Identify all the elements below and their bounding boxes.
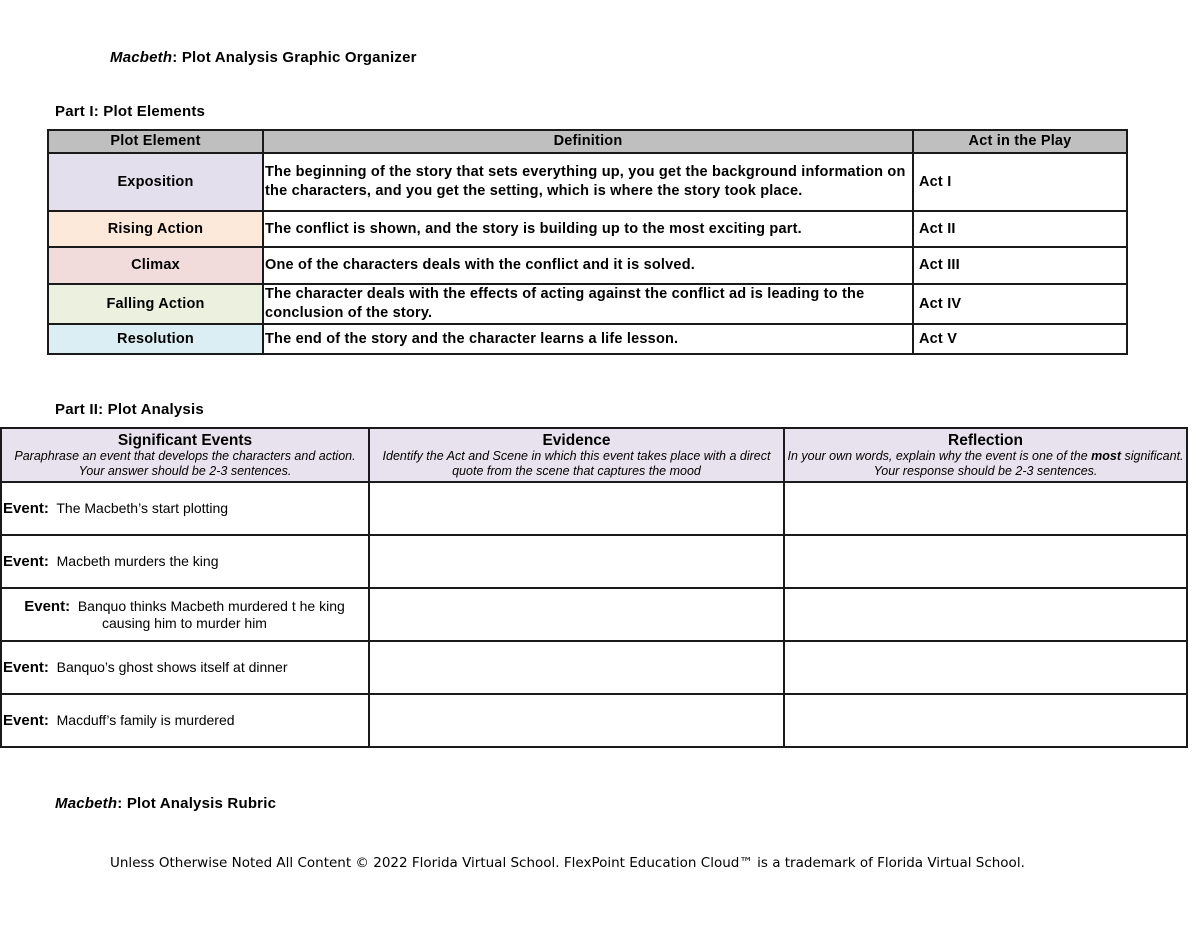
event-cell: [1, 641, 369, 694]
definition-cell: The beginning of the story that sets everything up, you get the background information on the characters, and you get the setting, which is where the story took place.: [263, 153, 913, 211]
plot-element-cell: Resolution: [48, 324, 263, 354]
instruction-text: In your own words, explain why the event is one of the: [787, 448, 1092, 463]
part1-heading: Part I: Plot Elements: [55, 103, 206, 120]
reflection-input-cell[interactable]: [784, 535, 1187, 588]
instruction-emphasis: most: [1091, 448, 1121, 463]
plot-elements-table: [47, 129, 1128, 355]
header-instructions: [787, 449, 1184, 479]
plot-analysis-table: [0, 427, 1188, 748]
table-row: [1, 535, 1187, 588]
reflection-input-cell[interactable]: [784, 641, 1187, 694]
header-title: Significant Events: [117, 431, 253, 449]
header-act: Act in the Play: [913, 130, 1127, 153]
definition-cell: One of the characters deals with the conflict and it is solved.: [263, 247, 913, 284]
plot-element-cell: Climax: [48, 247, 263, 284]
table-row: [1, 482, 1187, 535]
rubric-italic: Macbeth: [55, 795, 118, 812]
header-instructions: Paraphrase an event that develops the characters and action. Your answer should be 2-3 sentences.: [14, 448, 356, 478]
document-title: [110, 49, 417, 66]
event-text: The Macbeth’s start plotting: [56, 500, 229, 516]
event-cell: [1, 588, 369, 641]
event-label: Event:: [24, 597, 71, 615]
title-italic: Macbeth: [110, 49, 173, 66]
reflection-input-cell[interactable]: [784, 588, 1187, 641]
header-reflection: [784, 428, 1187, 482]
copyright-footer: Unless Otherwise Noted All Content © 2022 Florida Virtual School. FlexPoint Education Cloud™ is a trademark of Florida Virtual School.: [110, 855, 1025, 871]
header-significant-events: [1, 428, 369, 482]
definition-cell: The end of the story and the character learns a life lesson.: [263, 324, 913, 354]
event-cell: [1, 535, 369, 588]
rubric-rest: : Plot Analysis Rubric: [117, 795, 277, 812]
act-cell: Act III: [913, 247, 1127, 284]
evidence-input-cell[interactable]: [369, 694, 784, 747]
event-text: Banquo’s ghost shows itself at dinner: [56, 659, 288, 675]
act-cell: Act V: [913, 324, 1127, 354]
event-label: Event:: [3, 553, 49, 570]
act-cell: Act IV: [913, 284, 1127, 324]
event-cell: [1, 694, 369, 747]
table-row: [48, 324, 1127, 354]
definition-cell: The conflict is shown, and the story is building up to the most exciting part.: [263, 211, 913, 247]
plot-element-cell: Falling Action: [48, 284, 263, 324]
table-row: [1, 641, 1187, 694]
table-row: [1, 588, 1187, 641]
event-label: Event:: [3, 712, 49, 729]
plot-element-cell: Exposition: [48, 153, 263, 211]
table-row: [48, 153, 1127, 211]
evidence-input-cell[interactable]: [369, 482, 784, 535]
rubric-heading: [55, 795, 276, 812]
event-text: Banquo thinks Macbeth murdered t he king causing him to murder him: [77, 597, 345, 631]
event-cell: [1, 482, 369, 535]
header-title: Reflection: [948, 431, 1023, 449]
instruction-text: significant. Your response should be 2-3 sentences.: [873, 448, 1184, 478]
act-cell: Act II: [913, 211, 1127, 247]
act-cell: Act I: [913, 153, 1127, 211]
event-label: Event:: [3, 500, 49, 517]
table-row: [1, 694, 1187, 747]
event-text: Macbeth murders the king: [56, 553, 219, 569]
header-instructions: Identify the Act and Scene in which this event takes place with a direct quote from the scene that captures the mood: [382, 448, 771, 478]
evidence-input-cell[interactable]: [369, 588, 784, 641]
table-row: [48, 247, 1127, 284]
analysis-header-row: [1, 428, 1187, 482]
header-plot-element: Plot Element: [48, 130, 263, 153]
plot-element-cell: Rising Action: [48, 211, 263, 247]
definition-cell: The character deals with the effects of acting against the conflict ad is leading to the conclusion of the story.: [263, 284, 913, 324]
title-rest: : Plot Analysis Graphic Organizer: [172, 49, 417, 66]
evidence-input-cell[interactable]: [369, 535, 784, 588]
event-label: Event:: [3, 659, 49, 676]
reflection-input-cell[interactable]: [784, 482, 1187, 535]
reflection-input-cell[interactable]: [784, 694, 1187, 747]
table-row: [48, 211, 1127, 247]
evidence-input-cell[interactable]: [369, 641, 784, 694]
table-header-row: [48, 130, 1127, 153]
table-row: [48, 284, 1127, 324]
header-definition: Definition: [263, 130, 913, 153]
part2-heading: Part II: Plot Analysis: [55, 401, 204, 418]
header-title: Evidence: [542, 431, 611, 449]
event-text: Macduff’s family is murdered: [56, 712, 235, 728]
header-evidence: [369, 428, 784, 482]
